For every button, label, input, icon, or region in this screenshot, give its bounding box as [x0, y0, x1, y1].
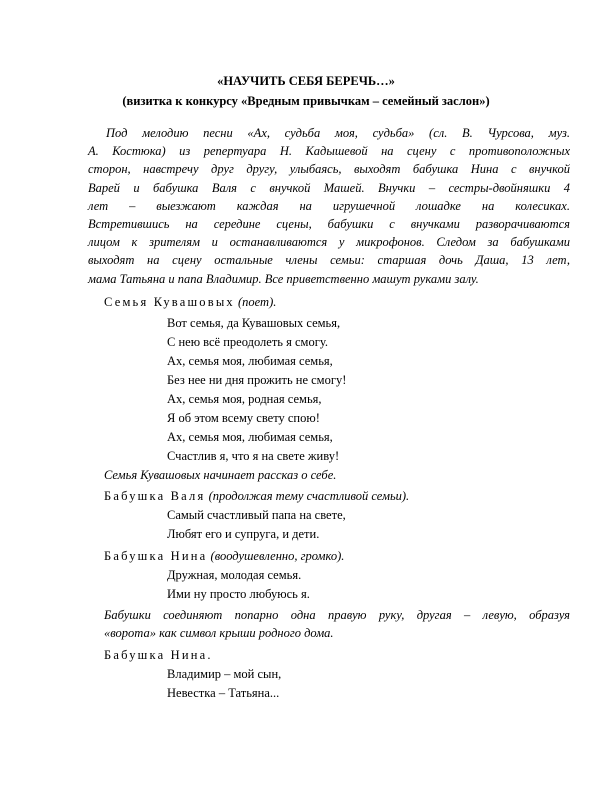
text-line: Встретившись на середине сцены, бабушки с внучками разворачиваются [88, 217, 570, 232]
text-line: сторон, навстречу друг другу, улыбаясь, выходят бабушка Нина с внучкой [88, 162, 570, 177]
speaker-note: (воодушевленно, громко). [210, 549, 345, 563]
verse-line: Ах, семья моя, любимая семья, [167, 430, 333, 444]
verse-line: С нею всё преодолеть я смогу. [167, 335, 328, 349]
speaker-name: Бабушка Нина. [104, 648, 213, 662]
verse-line: Ими ну просто любуюсь я. [167, 587, 310, 601]
speaker-line [104, 294, 276, 310]
verse-line: Владимир – мой сын, [167, 667, 282, 681]
text-line: Бабушки соединяют попарно одна правую руку, другая – левую, образуя [104, 608, 570, 622]
verse-line: Без нее ни дня прожить не смогу! [167, 373, 347, 387]
verse-line: Самый счастливый папа на свете, [167, 508, 346, 522]
verse-line: Дружная, молодая семья. [167, 568, 302, 582]
document-subtitle: (визитка к конкурсу «Вредным привычкам – семейный заслон») [122, 94, 490, 108]
speaker-name: Бабушка Валя [104, 489, 206, 503]
speaker-name: Бабушка Нина [104, 549, 208, 563]
intro-stage-direction [88, 124, 570, 288]
text-line: мама Татьяна и папа Владимир. Все приветственно машут руками залу. [88, 271, 479, 286]
verse-line: Невестка – Татьяна... [167, 686, 280, 700]
speaker-note: (поет). [238, 295, 277, 309]
stage-direction: Семья Кувашовых начинает рассказ о себе. [104, 468, 337, 482]
speaker-name: Семья Кувашовых [104, 295, 235, 309]
song-verse [167, 314, 346, 466]
verse-line: Вот семья, да Кувашовых семья, [167, 316, 341, 330]
text-line: выходят на сцену остальные члены семьи: старшая дочь Даша, 13 лет, [88, 253, 570, 268]
text-line: лет – выезжают каждая на игрушечной лошадке на колесиках. [88, 198, 570, 213]
verse-line: Ах, семья моя, родная семья, [167, 392, 322, 406]
verse-block [167, 566, 310, 604]
text-line: лицом к зрителям и останавливаются у микрофонов. Следом за бабушками [88, 235, 570, 250]
document-title: «НАУЧИТЬ СЕБЯ БЕРЕЧЬ…» [217, 74, 395, 88]
text-line: Под мелодию песни «Ах, судьба моя, судьба» (сл. В. Чурсова, муз. [106, 126, 570, 140]
verse-line: Счастлив я, что я на свете живу! [167, 449, 340, 463]
speaker-line [104, 548, 344, 564]
verse-line: Любят его и супруга, и дети. [167, 527, 320, 541]
text-line: «ворота» как символ крыши родного дома. [104, 626, 334, 640]
text-line: А. Костюка) из репертуара Н. Кадышевой на сцену с противоположных [88, 144, 570, 159]
verse-line: Ах, семья моя, любимая семья, [167, 354, 333, 368]
speaker-line [104, 488, 409, 504]
verse-block [167, 506, 346, 544]
speaker-line [104, 647, 213, 663]
stage-direction-paragraph [104, 606, 570, 642]
speaker-note: (продолжая тему счастливой семьи). [208, 489, 410, 503]
verse-line: Я об этом всему свету спою! [167, 411, 320, 425]
text-line: Варей и бабушка Валя с внучкой Машей. Внучки – сестры-двойняшки 4 [88, 180, 570, 195]
verse-block [167, 665, 281, 703]
